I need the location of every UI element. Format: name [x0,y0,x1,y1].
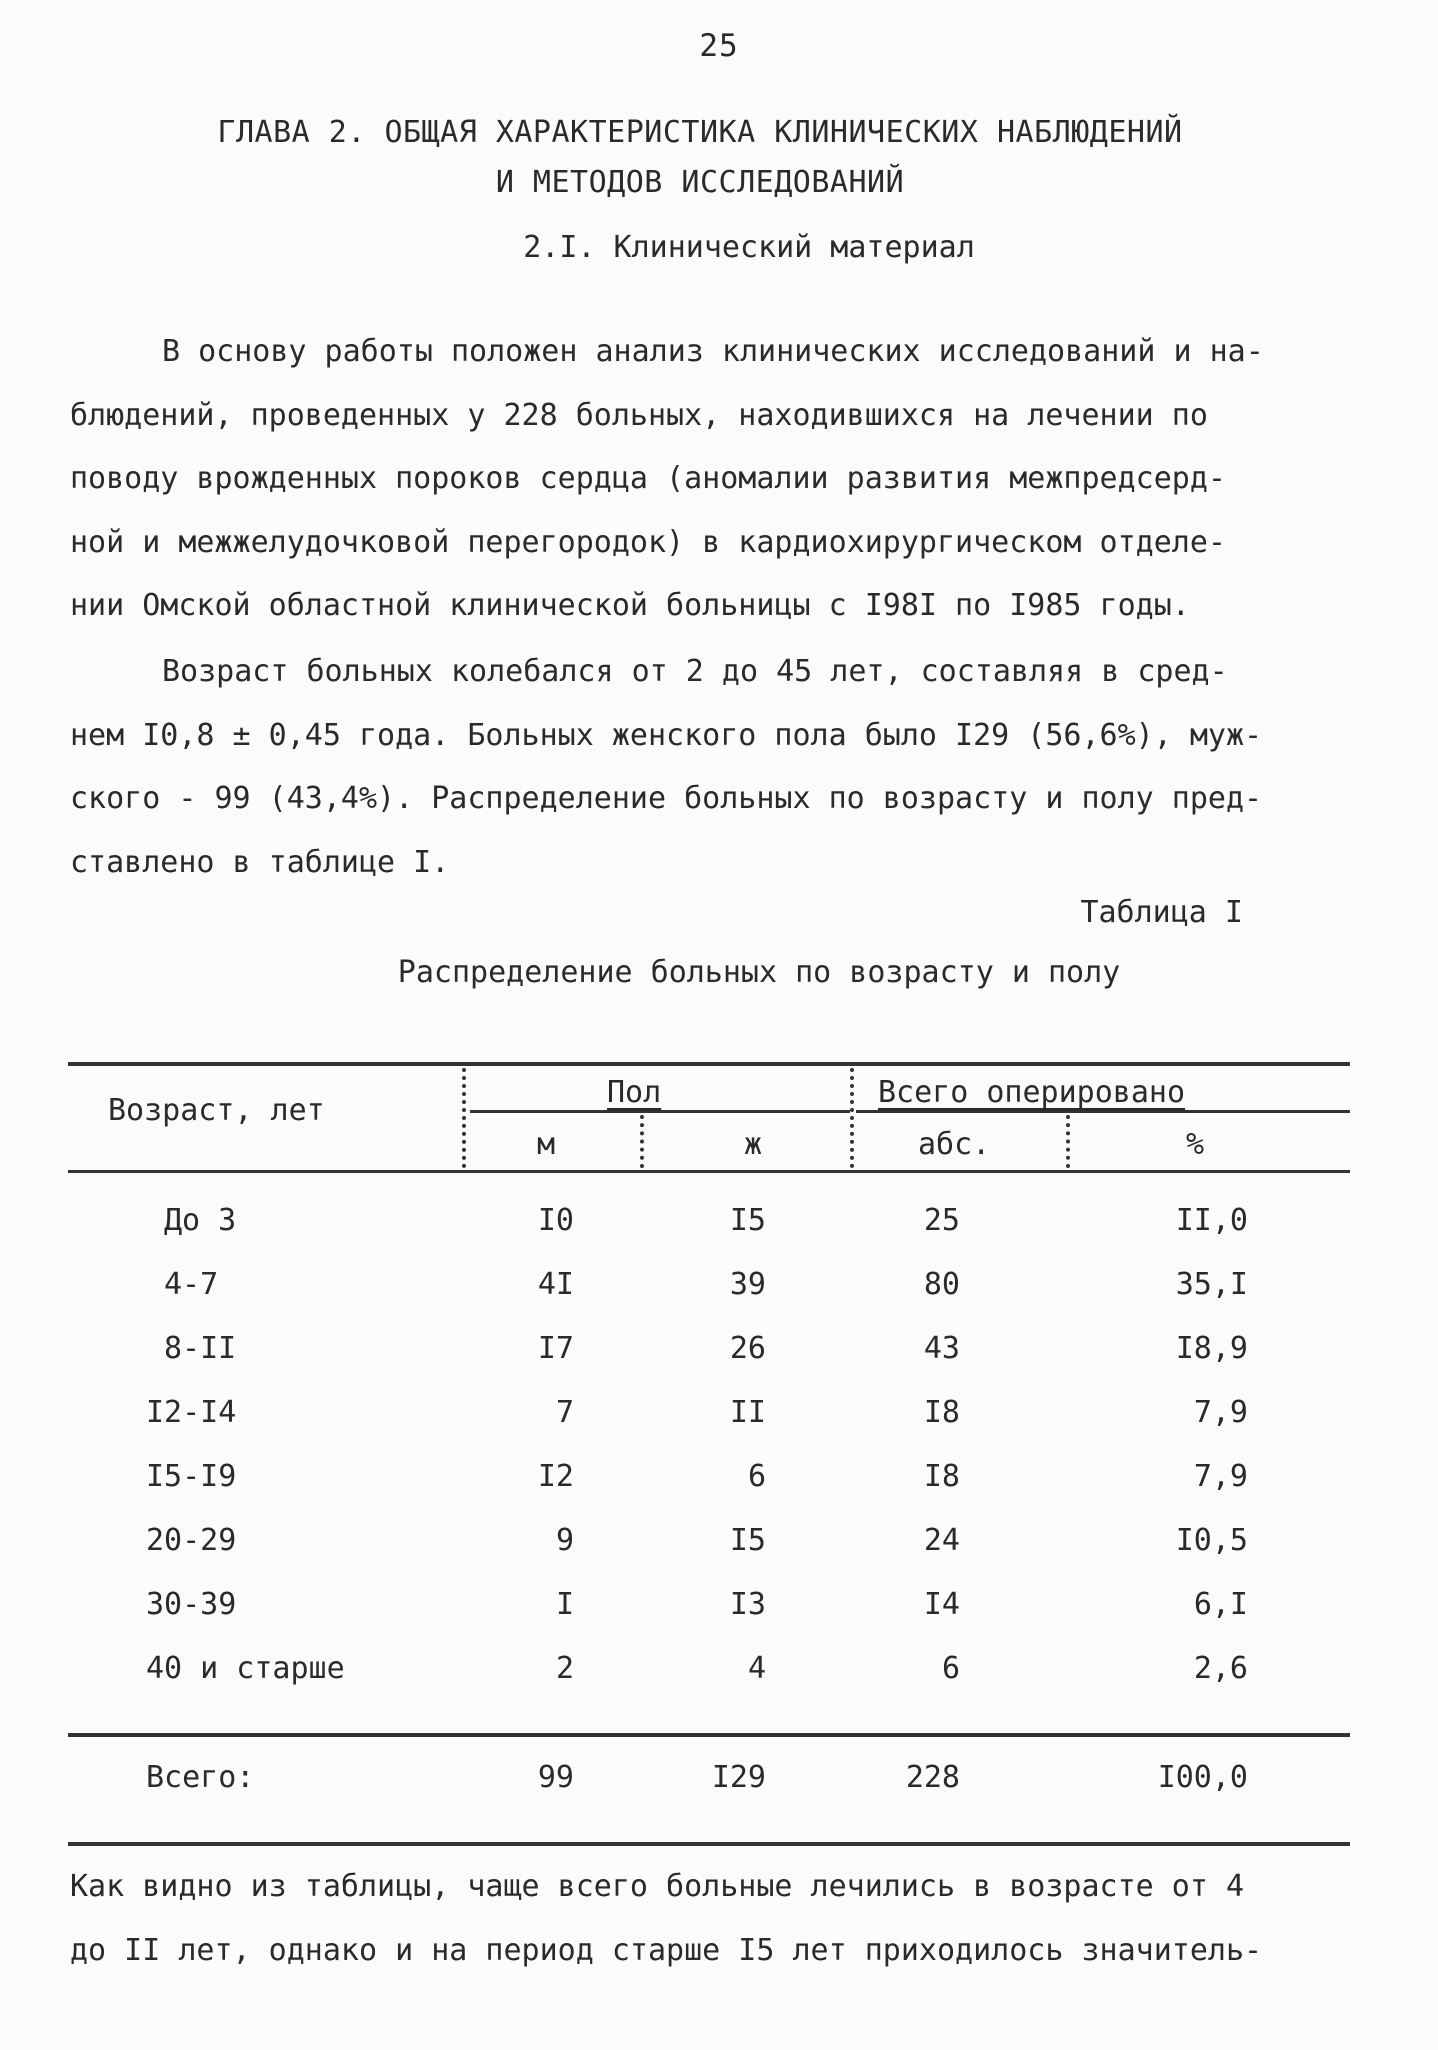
cell-female: II [729,1395,766,1430]
paragraph-line: нии Омской областной клинической больницы с I98I по I985 годы. [70,588,1190,623]
cell-female: 39 [729,1267,766,1302]
cell-age: 40 и старше [146,1651,345,1686]
cell-female: 26 [729,1331,766,1366]
column-separator [850,1068,854,1168]
cell-male: 9 [555,1523,574,1558]
cell-age: 8-II [164,1331,237,1366]
cell-pct: 7,9 [1193,1459,1248,1494]
header-female: ж [744,1127,763,1162]
paragraph-line: Возраст больных колебался от 2 до 45 лет, составляя в сред- [162,654,1228,689]
cell-abs: I4 [923,1587,960,1622]
header-pct: % [1186,1127,1205,1162]
paragraph-1 [70,320,1350,638]
header-operated: Всего оперировано [878,1075,1186,1110]
cell-abs: 80 [923,1267,960,1302]
section-title: 2.I. Клинический материал [523,230,975,265]
cell-male: I7 [537,1331,574,1366]
paragraph-3 [70,1855,1355,1982]
cell-abs: I8 [923,1395,960,1430]
paragraph-line: ского - 99 (43,4%). Распределение больных по возрасту и полу пред- [70,781,1263,816]
table-total-rule [68,1733,1350,1737]
cell-total-male: 99 [537,1760,574,1795]
table-title: Распределение больных по возрасту и полу [397,955,1121,990]
chapter-title [160,108,1240,208]
cell-age: I2-I4 [146,1395,237,1430]
cell-male: 4I [537,1267,574,1302]
cell-female: I5 [729,1523,766,1558]
column-separator [640,1115,644,1168]
cell-age: 20-29 [146,1523,237,1558]
cell-male: I [555,1587,574,1622]
cell-male: 7 [555,1395,574,1430]
chapter-title-line-2: И МЕТОДОВ ИССЛЕДОВАНИЙ [495,165,905,200]
cell-male: I0 [537,1203,574,1238]
cell-male: I2 [537,1459,574,1494]
column-separator [1066,1115,1070,1168]
cell-total-abs: 228 [905,1760,960,1795]
operated-sub-rule [856,1110,1350,1113]
cell-age: 4-7 [164,1267,219,1302]
chapter-title-line-1: ГЛАВА 2. ОБЩАЯ ХАРАКТЕРИСТИКА КЛИНИЧЕСКИХ НАБЛЮДЕНИЙ [217,115,1183,150]
cell-pct: I0,5 [1175,1523,1248,1558]
cell-pct: 6,I [1193,1587,1248,1622]
cell-abs: 43 [923,1331,960,1366]
table-top-rule [68,1062,1350,1066]
page-number: 25 [699,28,739,64]
cell-total-label: Всего: [146,1760,255,1795]
cell-abs: 6 [941,1651,960,1686]
cell-age: До 3 [164,1203,237,1238]
cell-age: 30-39 [146,1587,237,1622]
paragraph-line: Как видно из таблицы, чаще всего больные лечились в возрасте от 4 [70,1869,1244,1904]
cell-pct: I8,9 [1175,1331,1248,1366]
cell-female: 6 [747,1459,766,1494]
header-age: Возраст, лет [108,1093,325,1128]
cell-total-female: I29 [711,1760,766,1795]
cell-total-pct: I00,0 [1157,1760,1248,1795]
cell-abs: 24 [923,1523,960,1558]
cell-pct: II,0 [1175,1203,1248,1238]
paragraph-line: ной и межжелудочковой перегородок) в кардиохирургическом отделе- [70,524,1226,560]
cell-abs: 25 [923,1203,960,1238]
cell-female: I5 [729,1203,766,1238]
cell-pct: 2,6 [1193,1651,1248,1686]
paragraph-line: нем I0,8 ± 0,45 года. Больных женского пола было I29 (56,6%), муж- [70,717,1263,753]
column-separator [462,1068,466,1168]
header-male: м [537,1127,556,1162]
paragraph-line: поводу врожденных пороков сердца (аномалии развития межпредсерд- [70,461,1226,496]
sex-sub-rule [470,1110,850,1113]
cell-age: I5-I9 [146,1459,237,1494]
paragraph-2 [70,640,1350,894]
table-label: Таблица I [1080,895,1243,930]
paragraph-line: до II лет, однако и на период старше I5 лет приходилось значитель- [70,1932,1263,1968]
header-sex: Пол [607,1075,662,1110]
table-header-rule [68,1170,1350,1173]
cell-male: 2 [555,1651,574,1686]
paragraph-line: ставлено в таблице I. [70,844,450,880]
cell-pct: 7,9 [1193,1395,1248,1430]
paragraph-line: В основу работы положен анализ клинических исследований и на- [162,334,1264,369]
cell-female: 4 [747,1651,766,1686]
paragraph-line: блюдений, проведенных у 228 больных, находившихся на лечении по [70,397,1208,433]
header-abs: абс. [918,1127,991,1162]
cell-pct: 35,I [1175,1267,1248,1302]
cell-abs: I8 [923,1459,960,1494]
cell-female: I3 [729,1587,766,1622]
table-bottom-rule [68,1842,1350,1846]
